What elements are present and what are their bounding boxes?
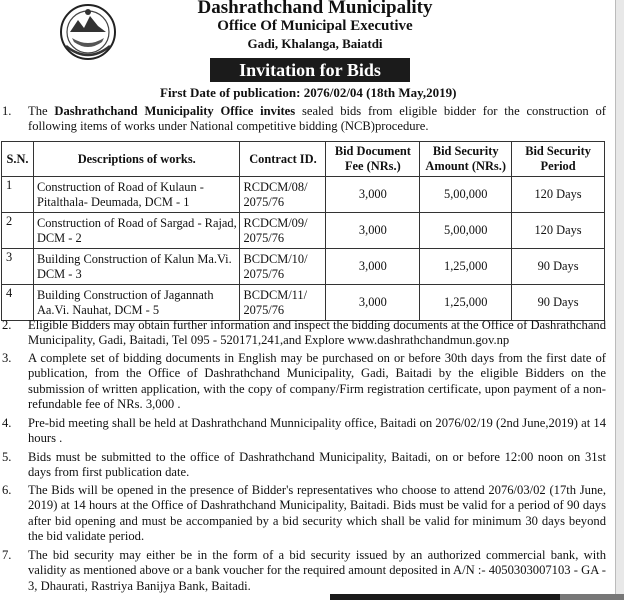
cell-security-amount: 1,25,000 xyxy=(420,249,512,285)
cell-security-period: 120 Days xyxy=(512,177,605,213)
cell-contract-id: BCDCM/11/ 2075/76 xyxy=(240,285,326,321)
page-edge xyxy=(615,0,624,600)
paragraph-5 xyxy=(0,450,606,481)
column-header: Bid Security Amount (NRs.) xyxy=(420,142,512,177)
column-header: Descriptions of works. xyxy=(33,142,240,177)
paragraph-text: sealed bids from eligible bidder for the construction of following items of works under National competitive bidding (NCB)procedure. xyxy=(28,104,606,134)
cell-contract-id: BCDCM/10/ 2075/76 xyxy=(240,249,326,285)
cell-doc-fee: 3,000 xyxy=(326,249,420,285)
table-row xyxy=(2,249,605,285)
bottom-edge-bar xyxy=(330,594,560,600)
cell-description: Building Construction of Kalun Ma.Vi. DCM - 3 xyxy=(33,249,240,285)
paragraph-text: Pre-bid meeting shall be held at Dashrathchand Munnicipality office, Baitadi on 2076/02/19 (2nd June,2019) at 14 hours . xyxy=(28,416,606,446)
paragraph-text: The Bids will be opened in the presence of Bidder's representatives who choose to attend 2076/03/02 (17th June, 2019) at 14 hours at the Office of Dashrathchand Municipality, Baitadi. Bids must be valid for a period of 90 days after bid opening and must be accompanied by a bid security which shall be valid for minimum 30 days beyond the bid validate period. xyxy=(28,483,606,543)
municipality-emblem-icon xyxy=(58,2,118,62)
paragraph-number: 7. xyxy=(2,548,12,562)
paragraph-1 xyxy=(0,104,606,135)
cell-description: Building Construction of Jagannath Aa.Vi. Nauhat, DCM - 5 xyxy=(33,285,240,321)
paragraph-4 xyxy=(0,416,606,447)
paragraph-text: Eligible Bidders may obtain further information and inspect the bidding documents at the Office of Dashrathchand Municipality, Gadi, Baitadi, Tel 095 - 520171,241,and Explore www.dashrathchandmun.gov.np xyxy=(28,318,606,348)
paragraph-number: 2. xyxy=(2,318,12,332)
publication-date: First Date of publication: 2076/02/04 (18th May,2019) xyxy=(160,85,457,100)
cell-description: Construction of Road of Kulaun - Pitalthala- Deumada, DCM - 1 xyxy=(33,177,240,213)
table-row xyxy=(2,177,605,213)
bottom-edge-bar xyxy=(560,594,624,600)
column-header: S.N. xyxy=(2,142,34,177)
works-table xyxy=(1,141,605,321)
cell-security-amount: 5,00,000 xyxy=(420,177,512,213)
paragraph-2 xyxy=(0,318,606,349)
paragraph-text: The xyxy=(28,104,55,118)
column-header: Bid Security Period xyxy=(512,142,605,177)
paragraph-number: 4. xyxy=(2,416,12,430)
cell-security-amount: 1,25,000 xyxy=(420,285,512,321)
paragraph-bold-text: Dashrathchand Municipality Office invites xyxy=(54,104,296,118)
cell-sn: 3 xyxy=(2,249,34,285)
paragraph-7 xyxy=(0,548,606,594)
cell-description: Construction of Road of Sargad - Rajad, DCM - 2 xyxy=(33,213,240,249)
column-header: Bid Document Fee (NRs.) xyxy=(326,142,420,177)
table-header-row xyxy=(2,142,605,177)
paragraph-6 xyxy=(0,483,606,544)
table-row xyxy=(2,285,605,321)
paragraph-text: The bid security may either be in the form of a bid security issued by an authorized commercial bank, with validity as mentioned above or a bank voucher for the required amount deposited in A/N :- 4050303007103 - GA - 3, Dhaurati, Rastriya Banijya Bank, Baitadi. xyxy=(28,548,606,593)
paragraph-text: Bids must be submitted to the office of Dashrathchand Municipality, Baitadi, on or before 12:00 noon on 31st days from first publication date. xyxy=(28,450,606,480)
cell-security-period: 90 Days xyxy=(512,285,605,321)
cell-security-period: 90 Days xyxy=(512,249,605,285)
paragraph-3 xyxy=(0,351,606,412)
cell-sn: 4 xyxy=(2,285,34,321)
cell-doc-fee: 3,000 xyxy=(326,285,420,321)
cell-sn: 2 xyxy=(2,213,34,249)
notice-banner: Invitation for Bids xyxy=(210,58,410,82)
paragraph-number: 5. xyxy=(2,450,12,464)
cell-sn: 1 xyxy=(2,177,34,213)
cell-doc-fee: 3,000 xyxy=(326,177,420,213)
cell-security-amount: 5,00,000 xyxy=(420,213,512,249)
office-address: Gadi, Khalanga, Baiatdi xyxy=(247,36,383,51)
column-header: Contract ID. xyxy=(240,142,326,177)
org-title: Dashrathchand Municipality xyxy=(197,0,433,18)
cell-doc-fee: 3,000 xyxy=(326,213,420,249)
paragraph-text: A complete set of bidding documents in English may be purchased on or before 30th days from the first date of publication, from the Office of Dashrathchand Municipality, Gadi, Baitadi by the eligible Bidders on the submission of written application, with the copy of company/Firm registration certificate, upon payment of a non-refundable fee of NRs. 3,000 . xyxy=(28,351,606,411)
office-subtitle: Office Of Municipal Executive xyxy=(217,18,413,34)
table-row xyxy=(2,213,605,249)
cell-contract-id: RCDCM/09/ 2075/76 xyxy=(240,213,326,249)
paragraph-number: 3. xyxy=(2,351,12,365)
cell-contract-id: RCDCM/08/ 2075/76 xyxy=(240,177,326,213)
cell-security-period: 120 Days xyxy=(512,213,605,249)
paragraph-number: 1. xyxy=(2,104,12,118)
paragraph-number: 6. xyxy=(2,483,12,497)
